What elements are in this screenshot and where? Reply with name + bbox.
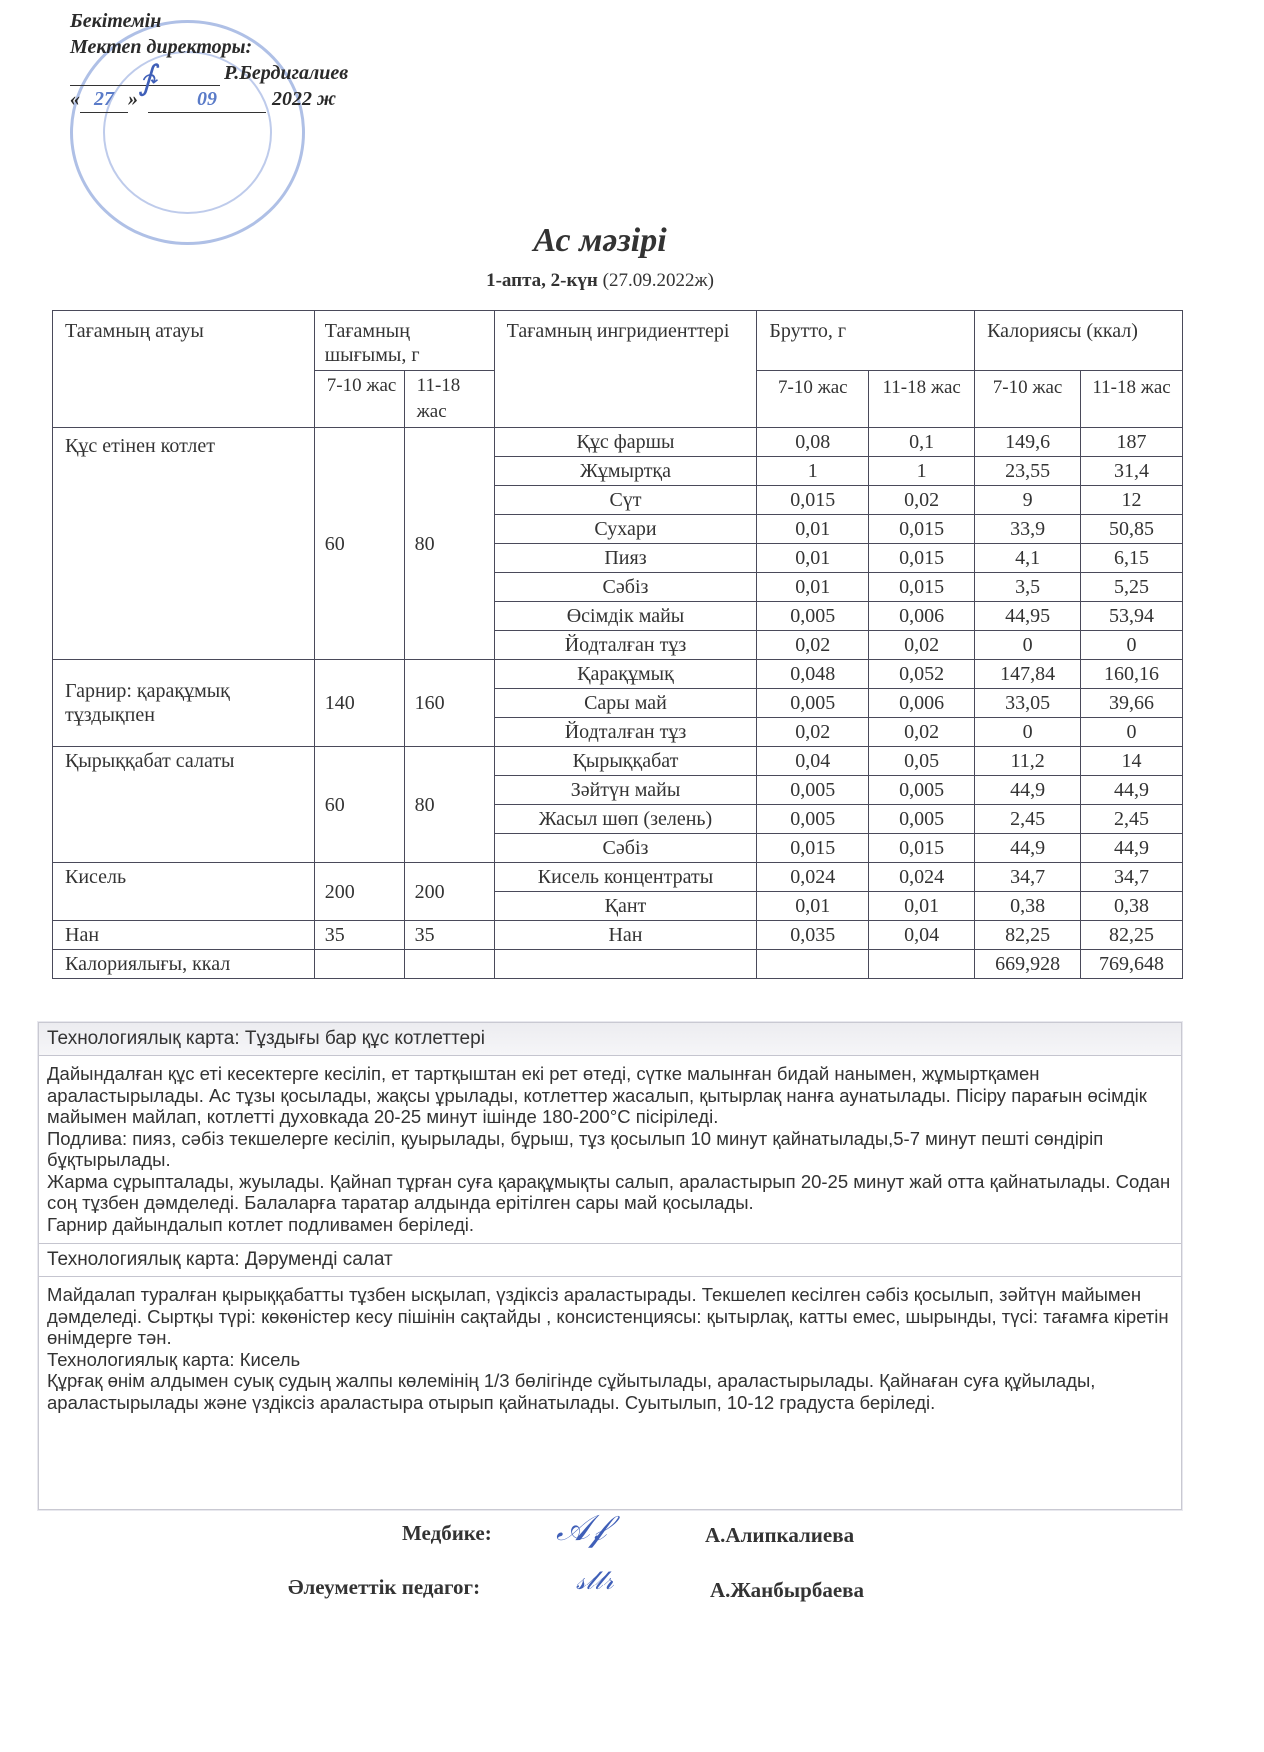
- calories-11-18: 14: [1081, 747, 1183, 776]
- calories-7-10: 82,25: [975, 921, 1081, 950]
- calories-11-18: 44,9: [1081, 776, 1183, 805]
- brutto-7-10: 0,015: [757, 834, 869, 863]
- ingredient-name: Пияз: [494, 544, 757, 573]
- calories-7-10: 4,1: [975, 544, 1081, 573]
- ingredient-name: Йодталған тұз: [494, 718, 757, 747]
- brutto-11-18: 0,02: [869, 631, 975, 660]
- tech-card-paragraph: Жарма сұрыпталады, жуылады. Қайнап тұрған суға қарақұмықты салып, араластырып 20-25 минут жай отта қайнатылады. Содан соң тұзбен дәмделеді. Балаларға таратар алдында ерітілген сары май қосылады.: [47, 1170, 1171, 1213]
- header-row: [53, 311, 1183, 371]
- calories-7-10: 0: [975, 631, 1081, 660]
- dish-output-7-10: 60: [314, 747, 404, 863]
- calories-11-18: 50,85: [1081, 515, 1183, 544]
- brutto-11-18: 0,1: [869, 428, 975, 457]
- dish-output-7-10: 140: [314, 660, 404, 747]
- dish-output-11-18: 80: [404, 428, 494, 660]
- calories-7-10: 147,84: [975, 660, 1081, 689]
- dish-name: Гарнир: қарақұмық тұздықпен: [53, 660, 315, 747]
- ingredient-name: Сәбіз: [494, 834, 757, 863]
- header-output-7-10: 7-10 жас: [314, 371, 404, 428]
- menu-date: (27.09.2022ж): [602, 270, 714, 291]
- social-pedagogue-signature-icon: 𝓈𝓁𝓁𝓇: [576, 1566, 614, 1596]
- dish-output-7-10: 200: [314, 863, 404, 921]
- dish-name: Қырыққабат салаты: [53, 747, 315, 863]
- calories-11-18: 39,66: [1081, 689, 1183, 718]
- director-signature-icon: ∱: [138, 58, 156, 98]
- brutto-11-18: 1: [869, 457, 975, 486]
- brutto-7-10: 0,005: [757, 805, 869, 834]
- calories-7-10: 23,55: [975, 457, 1081, 486]
- brutto-11-18: 0,024: [869, 863, 975, 892]
- director-signature-line: [70, 60, 348, 86]
- calories-11-18: 0: [1081, 631, 1183, 660]
- brutto-7-10: 0,08: [757, 428, 869, 457]
- calories-7-10: 0: [975, 718, 1081, 747]
- ingredient-name: Кисель концентраты: [494, 863, 757, 892]
- calories-11-18: 187: [1081, 428, 1183, 457]
- header-dish-name: Тағамның атауы: [53, 311, 315, 428]
- brutto-11-18: 0,006: [869, 689, 975, 718]
- header-brutto-11-18: 11-18 жас: [869, 371, 975, 428]
- total-empty: [757, 950, 869, 979]
- ingredient-name: Құс фаршы: [494, 428, 757, 457]
- total-row: [53, 950, 1183, 979]
- brutto-7-10: 0,02: [757, 631, 869, 660]
- brutto-7-10: 0,005: [757, 689, 869, 718]
- calories-11-18: 12: [1081, 486, 1183, 515]
- calories-11-18: 0,38: [1081, 892, 1183, 921]
- ingredient-name: Сухари: [494, 515, 757, 544]
- brutto-11-18: 0,015: [869, 573, 975, 602]
- brutto-11-18: 0,006: [869, 602, 975, 631]
- ingredient-name: Нан: [494, 921, 757, 950]
- calories-11-18: 6,15: [1081, 544, 1183, 573]
- tech-card-title: Технологиялық карта: Тұздығы бар құс котлеттері: [39, 1023, 1181, 1056]
- tech-card-body: [39, 1277, 1181, 1421]
- brutto-7-10: 0,01: [757, 515, 869, 544]
- brutto-11-18: 0,02: [869, 718, 975, 747]
- calories-7-10: 11,2: [975, 747, 1081, 776]
- brutto-7-10: 0,005: [757, 602, 869, 631]
- dish-output-11-18: 80: [404, 747, 494, 863]
- table-row: [53, 428, 1183, 457]
- week-day-label: 1-апта, 2-күн: [486, 270, 598, 291]
- director-name: Р.Бердигалиев: [224, 62, 349, 84]
- total-calories-7-10: 669,928: [975, 950, 1081, 979]
- brutto-11-18: 0,04: [869, 921, 975, 950]
- quote-close: »: [128, 88, 138, 110]
- calories-11-18: 53,94: [1081, 602, 1183, 631]
- approval-date: [70, 86, 348, 113]
- tech-card-paragraph: Құрғақ өнім алдымен суық судың жалпы көлемінің 1/3 бөлігінде сұйытылады, араластырылады. Қайнаған суға құйылады, араластырылады және үздіксіз араластыра отырып қайнатылады. Суытылып, 10-12 градуста беріледі.: [47, 1370, 1096, 1413]
- calories-11-18: 82,25: [1081, 921, 1183, 950]
- header-ingredients: Тағамның ингридиенттері: [494, 311, 757, 428]
- approval-line2: Мектеп директоры:: [70, 36, 253, 58]
- total-empty: [314, 950, 404, 979]
- calories-11-18: 0: [1081, 718, 1183, 747]
- ingredient-name: Жасыл шөп (зелень): [494, 805, 757, 834]
- calories-7-10: 2,45: [975, 805, 1081, 834]
- calories-11-18: 34,7: [1081, 863, 1183, 892]
- brutto-7-10: 0,01: [757, 544, 869, 573]
- brutto-11-18: 0,02: [869, 486, 975, 515]
- brutto-11-18: 0,015: [869, 515, 975, 544]
- total-empty: [869, 950, 975, 979]
- tech-card-paragraph: Гарнир дайындалып котлет подливамен беріледі.: [47, 1213, 475, 1235]
- tech-card-paragraph: Майдалап туралған қырыққабатты тұзбен ысқылап, үздіксіз араластырады. Текшелеп кесілген сәбіз қосылып, зәйтүн майымен дәмделеді. Сыртқы түрі: көкөністер кесу пішінін сақтайды , консистенциясы: қытырлақ, катты емес, шырынды, түсі: тағамға кіретін өнімдерге тән.: [47, 1284, 1169, 1348]
- dish-output-11-18: 160: [404, 660, 494, 747]
- total-calories-11-18: 769,648: [1081, 950, 1183, 979]
- calories-7-10: 0,38: [975, 892, 1081, 921]
- calories-11-18: 31,4: [1081, 457, 1183, 486]
- table-row: [53, 921, 1183, 950]
- calories-11-18: 5,25: [1081, 573, 1183, 602]
- calories-11-18: 160,16: [1081, 660, 1183, 689]
- brutto-7-10: 0,024: [757, 863, 869, 892]
- dish-name: Нан: [53, 921, 315, 950]
- brutto-7-10: 0,048: [757, 660, 869, 689]
- ingredient-name: Қант: [494, 892, 757, 921]
- nurse-signature-icon: 𝒜𝒻: [556, 1508, 607, 1549]
- brutto-7-10: 0,01: [757, 892, 869, 921]
- calories-7-10: 33,05: [975, 689, 1081, 718]
- dish-output-11-18: 35: [404, 921, 494, 950]
- brutto-11-18: 0,01: [869, 892, 975, 921]
- tech-card-paragraph: Технологиялық карта: Кисель: [47, 1348, 301, 1370]
- social-pedagogue-name: А.Жанбырбаева: [710, 1578, 864, 1602]
- total-label: Калориялығы, ккал: [53, 950, 315, 979]
- date-year: 2022 ж: [272, 88, 337, 110]
- calories-7-10: 44,95: [975, 602, 1081, 631]
- header-output: Тағамның шығымы, г: [314, 311, 494, 371]
- calories-7-10: 44,9: [975, 834, 1081, 863]
- brutto-7-10: 0,015: [757, 486, 869, 515]
- header-output-11-18: 11-18 жас: [404, 371, 494, 428]
- ingredient-name: Сары май: [494, 689, 757, 718]
- brutto-11-18: 0,052: [869, 660, 975, 689]
- dish-name: Кисель: [53, 863, 315, 921]
- ingredient-name: Жұмыртқа: [494, 457, 757, 486]
- tech-card-paragraph: Дайындалған құс еті кесектерге кесіліп, ет тартқыштан екі рет өтеді, сүтке малынған бидай нанымен, жұмыртқамен араластырылады. Ас тұзы қосылады, жақсы ұрылады, котлеттер жасалып, қытырлақ нанға аунатылады. Пісіру парағын өсімдік майымен майлап, котлетті духовкада 20-25 минут ішінде 180-200°С пісіріледі.: [47, 1063, 1147, 1127]
- tech-card-title: Технологиялық карта: Дәрумендi салат: [39, 1244, 1181, 1277]
- menu-table: [52, 310, 1183, 979]
- tech-card-paragraph: Подлива: пияз, сәбіз текшелерге кесіліп, қуырылады, бұрыш, тұз қосылып 10 минут қайнатылады,5-7 минут пешті сөндіріп бұқтырылады.: [47, 1127, 1104, 1170]
- brutto-7-10: 0,01: [757, 573, 869, 602]
- brutto-7-10: 1: [757, 457, 869, 486]
- ingredient-name: Сәбіз: [494, 573, 757, 602]
- total-empty: [404, 950, 494, 979]
- dish-output-7-10: 60: [314, 428, 404, 660]
- table-row: [53, 660, 1183, 689]
- calories-11-18: 44,9: [1081, 834, 1183, 863]
- dish-output-7-10: 35: [314, 921, 404, 950]
- brutto-11-18: 0,005: [869, 776, 975, 805]
- approval-block: [70, 8, 348, 113]
- ingredient-name: Қырыққабат: [494, 747, 757, 776]
- approval-line1: Бекітемін: [70, 10, 162, 32]
- quote-open: «: [70, 88, 80, 110]
- brutto-7-10: 0,035: [757, 921, 869, 950]
- dish-name: Құс етінен котлет: [53, 428, 315, 660]
- brutto-11-18: 0,005: [869, 805, 975, 834]
- header-brutto: Брутто, г: [757, 311, 975, 371]
- tech-cards-box: [38, 1022, 1182, 1510]
- header-calories-11-18: 11-18 жас: [1081, 371, 1183, 428]
- brutto-7-10: 0,04: [757, 747, 869, 776]
- ingredient-name: Қарақұмық: [494, 660, 757, 689]
- brutto-11-18: 0,05: [869, 747, 975, 776]
- ingredient-name: Йодталған тұз: [494, 631, 757, 660]
- calories-7-10: 33,9: [975, 515, 1081, 544]
- social-pedagogue-label: Әлеуметтік педагог:: [288, 1575, 481, 1599]
- calories-7-10: 44,9: [975, 776, 1081, 805]
- date-month: 09: [148, 86, 266, 113]
- page-subtitle: [0, 270, 1200, 292]
- brutto-11-18: 0,015: [869, 544, 975, 573]
- brutto-7-10: 0,02: [757, 718, 869, 747]
- calories-7-10: 3,5: [975, 573, 1081, 602]
- header-calories-7-10: 7-10 жас: [975, 371, 1081, 428]
- brutto-7-10: 0,005: [757, 776, 869, 805]
- table-row: [53, 747, 1183, 776]
- date-day: 27: [80, 86, 128, 113]
- ingredient-name: Зәйтүн майы: [494, 776, 757, 805]
- page-title: Ас мәзірі: [533, 222, 667, 259]
- calories-11-18: 2,45: [1081, 805, 1183, 834]
- calories-7-10: 149,6: [975, 428, 1081, 457]
- ingredient-name: Сүт: [494, 486, 757, 515]
- calories-7-10: 9: [975, 486, 1081, 515]
- nurse-name: А.Алипкалиева: [705, 1523, 855, 1547]
- table-row: [53, 863, 1183, 892]
- total-empty: [494, 950, 757, 979]
- dish-output-11-18: 200: [404, 863, 494, 921]
- nurse-label: Медбике:: [402, 1521, 492, 1545]
- header-calories: Калориясы (ккал): [975, 311, 1183, 371]
- header-brutto-7-10: 7-10 жас: [757, 371, 869, 428]
- calories-7-10: 34,7: [975, 863, 1081, 892]
- ingredient-name: Өсімдік майы: [494, 602, 757, 631]
- tech-card-body: [39, 1056, 1181, 1244]
- brutto-11-18: 0,015: [869, 834, 975, 863]
